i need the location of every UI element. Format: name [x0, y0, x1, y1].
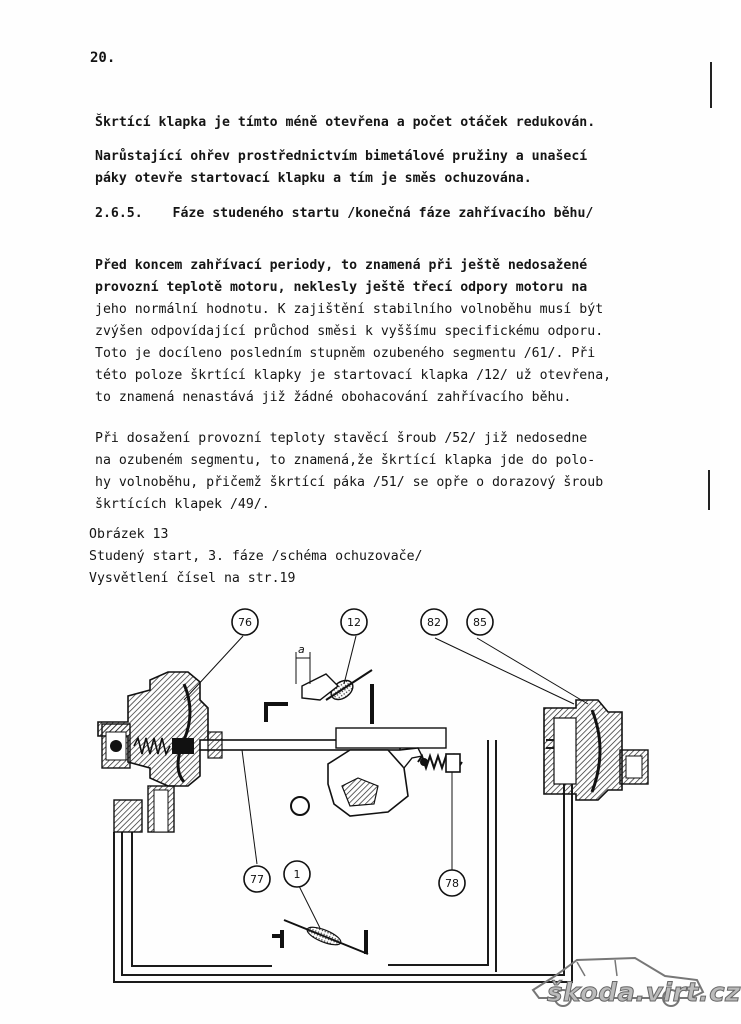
callout-12-label: 12	[347, 616, 361, 629]
choke-housing	[98, 672, 208, 832]
callout-82-label: 82	[427, 616, 441, 629]
callout-1-label: 1	[293, 868, 301, 881]
callout-12	[341, 609, 367, 635]
throttle-flap	[272, 920, 368, 954]
callout-76-label: 76	[238, 616, 252, 629]
figure-caption-note: Vysvětlení čísel na str.19	[89, 571, 296, 586]
paragraph-3-line-1: Před koncem zahřívací periody, to znamená při ještě nedosažené	[95, 258, 588, 273]
section-number: 2.6.5.	[95, 206, 143, 221]
paragraph-3	[95, 255, 675, 409]
choke-diagram	[88, 600, 688, 1000]
paragraph-4	[95, 428, 675, 516]
section-title: Fáze studeného startu /konečná fáze zahřívacího běhu/	[172, 206, 594, 221]
paragraph-4-line-3: hy volnoběhu, přičemž škrtící páka /51/ se opře o dorazový šroub	[95, 475, 604, 490]
paragraph-4-line-1: Při dosažení provozní teploty stavěcí šroub /52/ již nedosedne	[95, 431, 588, 446]
choke-flap	[266, 643, 372, 724]
watermark-logo	[515, 950, 741, 1020]
callout-82	[421, 609, 447, 635]
callout-85	[467, 609, 493, 635]
section-heading	[95, 206, 593, 221]
callout-78	[439, 870, 465, 896]
paragraph-3-line-7: to znamená nenastává již žádné obohacování zahřívacího běhu.	[95, 390, 572, 405]
callout-78-label: 78	[445, 877, 459, 890]
figure-caption-title: Studený start, 3. fáze /schéma ochuzovače/	[89, 549, 423, 564]
callout-77	[244, 866, 270, 892]
figure-caption	[89, 524, 422, 590]
page-number: 20.	[90, 50, 116, 66]
paragraph-3-line-3: jeho normální hodnotu. K zajištění stabilního volnoběhu musí být	[95, 302, 604, 317]
callout-85-label: 85	[473, 616, 487, 629]
scan-edge-mark	[708, 470, 710, 510]
paragraph-3-line-2: provozní teplotě motoru, neklesly ještě třecí odpory motoru na	[95, 280, 588, 295]
scan-edge-mark	[710, 62, 712, 108]
paragraph-4-line-2: na ozubeném segmentu, to znamená,že škrtící klapka jde do polo-	[95, 453, 596, 468]
paragraph-2	[95, 146, 675, 190]
dimension-a-label: a	[298, 643, 305, 656]
vacuum-unit	[544, 700, 648, 800]
callout-77-label: 77	[250, 873, 264, 886]
paragraph-2-line-1: Narůstající ohřev prostřednictvím bimetálové pružiny a unašecí	[95, 149, 588, 164]
paragraph-1	[95, 112, 675, 134]
toothed-segment	[291, 748, 428, 816]
paragraph-3-line-6: této poloze škrtící klapky je startovací klapka /12/ už otevřena,	[95, 368, 612, 383]
paragraph-1-line: Škrtící klapka je tímto méně otevřena a počet otáček redukován.	[95, 115, 596, 130]
paragraph-3-line-5: Toto je docíleno posledním stupněm ozubeného segmentu /61/. Při	[95, 346, 596, 361]
adjusting-screw	[418, 754, 462, 862]
paragraph-3-line-4: zvýšen odpovídající průchod směsi k vyššímu specifickému odporu.	[95, 324, 604, 339]
figure-caption-number: Obrázek 13	[89, 527, 169, 542]
paragraph-2-line-2: páky otevře startovací klapku a tím je směs ochuzována.	[95, 171, 532, 186]
callout-1	[284, 861, 310, 887]
paragraph-4-line-4: škrtících klapek /49/.	[95, 497, 270, 512]
callout-76	[232, 609, 258, 635]
watermark-text: škoda.virt.cz	[547, 978, 741, 1008]
